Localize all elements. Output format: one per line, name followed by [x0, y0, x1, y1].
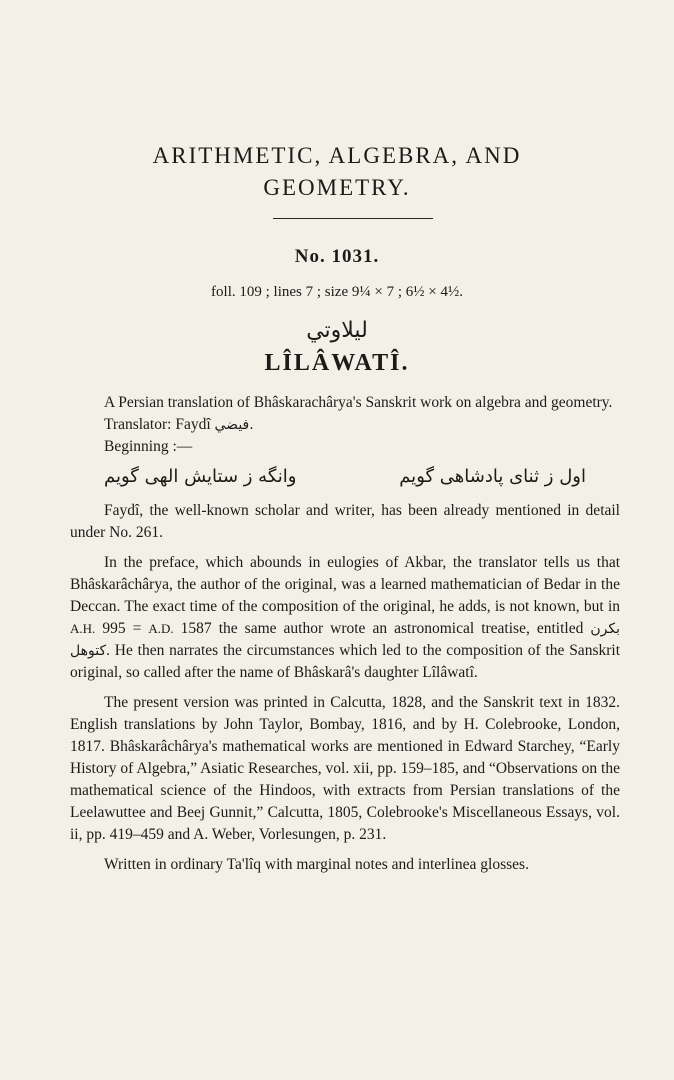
- intro-paragraph: A Persian translation of Bhâskarachârya's Sanskrit work on algebra and geometry.: [104, 394, 613, 411]
- paragraph-2-text-d: . He then narrates the circumstances which led to the composition of the Sanskrit original, so called after the name of Bhâskarâ's daughter Lîlâwatî.: [70, 642, 620, 681]
- paragraph-4: Written in ordinary Ta'lîq with marginal notes and interlinea glosses.: [104, 856, 529, 873]
- heading-divider: [273, 218, 433, 219]
- paragraph-1: Faydî, the well-known scholar and writer, has been already mentioned in detail under No. 261.: [70, 502, 620, 541]
- beginning-label: Beginning :—: [104, 438, 193, 455]
- translator-line: [70, 414, 620, 436]
- paragraph-2: [70, 552, 620, 684]
- paragraph-2-ad: A.D.: [148, 621, 174, 636]
- paragraph-2-text-c: 1587 the same author wrote an astronomical treatise, entitled: [180, 620, 584, 637]
- entry-body: [70, 392, 620, 876]
- translator-persian: فيضي.: [214, 417, 254, 433]
- translator-label: Translator: Faydî: [104, 416, 211, 433]
- entry-dimensions: foll. 109 ; lines 7 ; size 9¼ × 7 ; 6½ × 4½.: [211, 284, 463, 300]
- section-heading: [0, 140, 674, 204]
- entry-title-latin: LÎLÂWATÎ.: [264, 350, 410, 376]
- paragraph-2-persian: بکرن کتوهل: [70, 621, 621, 659]
- paragraph-2-text-a: In the preface, which abounds in eulogies of Akbar, the translator tells us that Bhâskarâchârya, the author of the original, was a learned mathematician of Bedar in the Deccan. The exact time of the composition of the original, he adds, is not known, but in: [70, 554, 620, 615]
- paragraph-2-text-b: 995 =: [102, 620, 142, 637]
- paragraph-2-ah: A.H.: [70, 621, 96, 636]
- beginning-verse-part-2: وانگه ز ستایش الهی گویم: [104, 466, 297, 487]
- beginning-verse: [70, 458, 620, 500]
- entry-title-persian: ليلاوتي: [306, 318, 368, 343]
- paragraph-3: The present version was printed in Calcutta, 1828, and the Sanskrit text in 1832. English translations by John Taylor, Bombay, 1816, and by H. Colebrooke, London, 1817. Bhâskarâchârya's mathematical works are mentioned in Edward Starchey, “Early History of Algebra,” Asiatic Researches, vol. xii, pp. 159–185, and “Observations on the mathematical science of the Hindoos, with extracts from Persian translations of the Leelawuttee and Beej Gunnit,” Calcutta, 1805, Colebrooke's Miscellaneous Essays, vol. ii, pp. 419–459 and A. Weber, Vorlesungen, p. 231.: [70, 694, 620, 843]
- heading-line-1: ARITHMETIC, ALGEBRA, AND: [152, 143, 522, 168]
- beginning-verse-part-1: اول ز ثنای پادشاهی گویم: [399, 466, 586, 487]
- entry-number: No. 1031.: [294, 246, 380, 267]
- heading-line-2: GEOMETRY.: [263, 175, 411, 200]
